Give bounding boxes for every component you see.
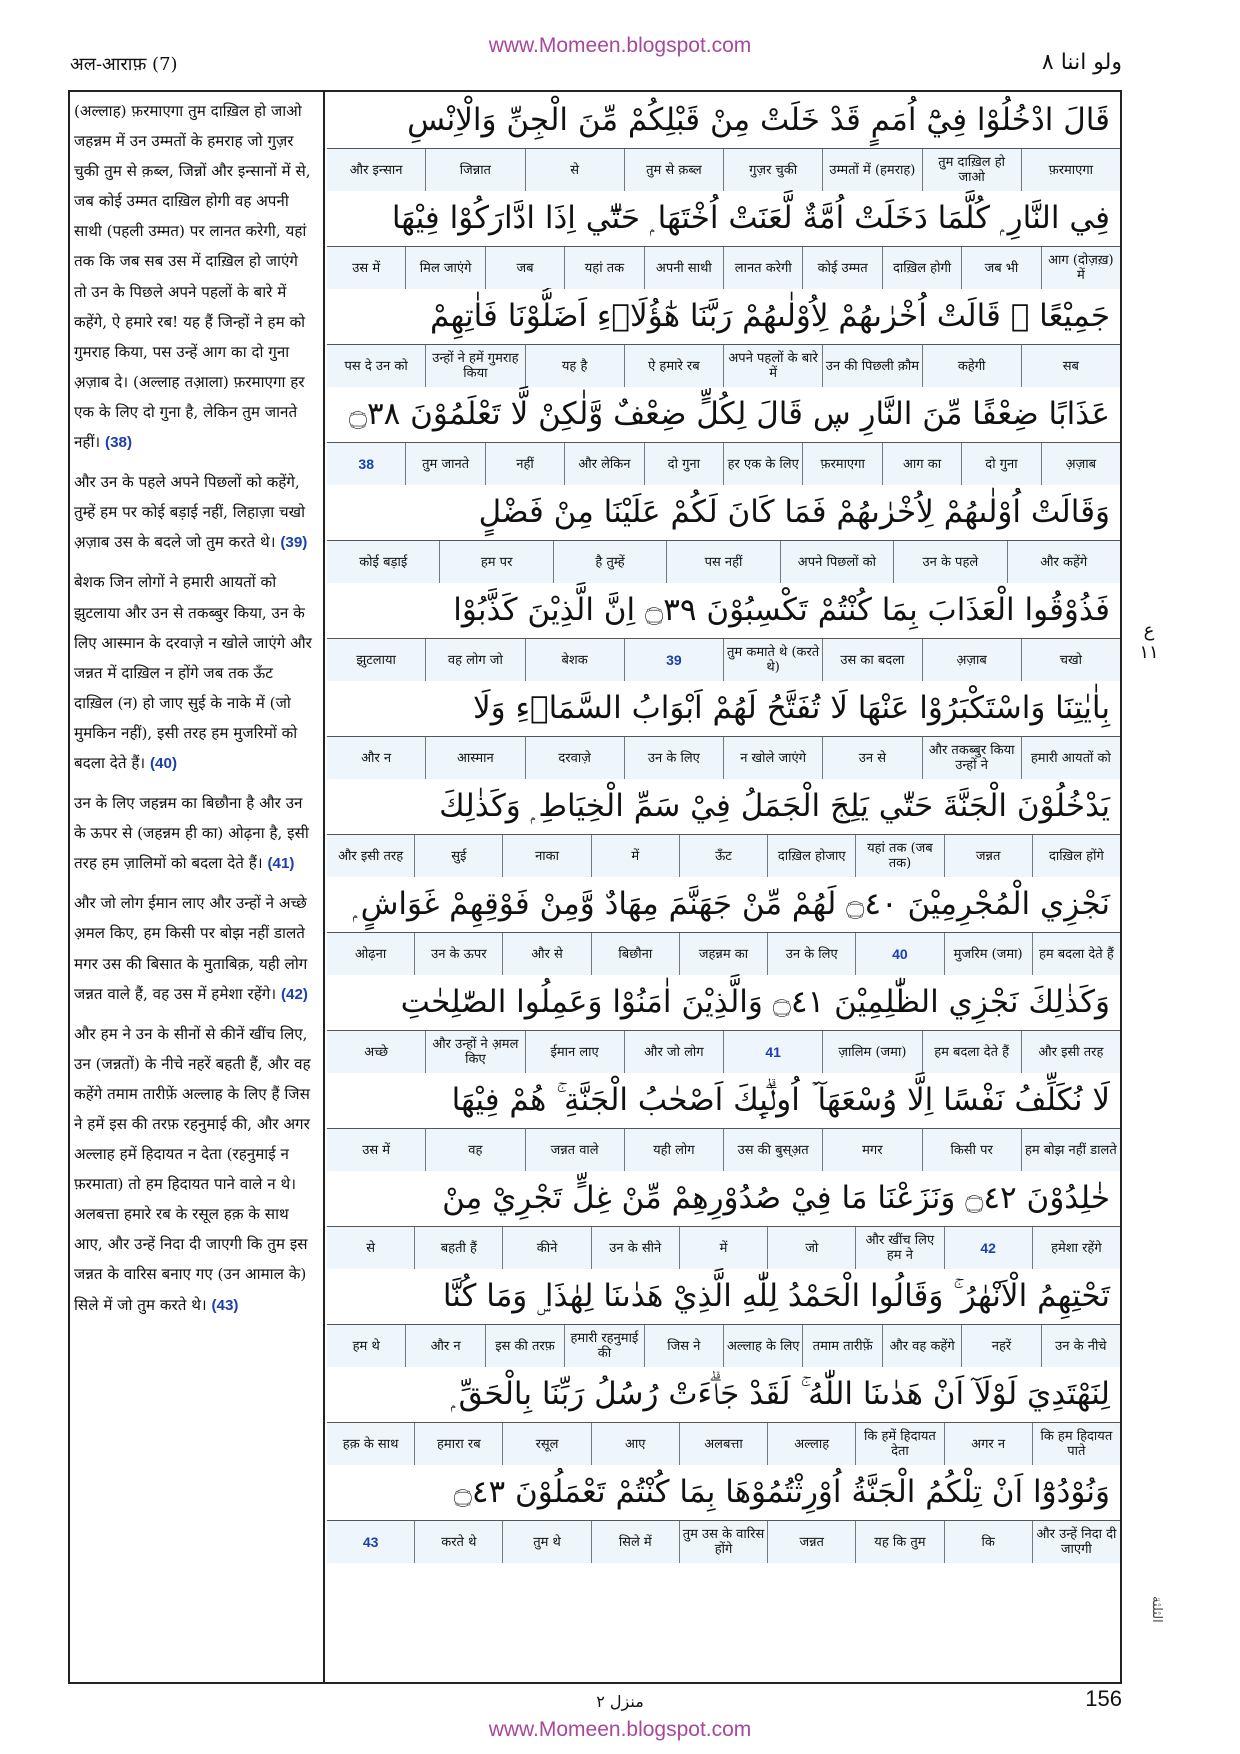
verse-row (327, 1072, 1120, 1170)
word-cell: फ़रमाएगा (1021, 149, 1120, 191)
word-cell: जब भी (961, 247, 1040, 289)
translation-text: (अल्लाह) फ़रमाएगा तुम दाख़िल हो जाओ जहन्नम में उन उम्मतों के हमराह जो गुज़र चुकी तुम से क़ब्ल, जिन्नों और इन्सानों में से, जब कोई उम्मत दाख़िल होगी वह अपनी साथी (पहली उम्मत) पर लानत करेगी, यहां तक कि जब सब उस में दाख़िल हो जाएंगे तो उन के पिछले अपने पहलों के बारे में कहेंगे, ऐ हमारे रब! यह हैं जिन्हों ने हम को गुमराह किया, पस उन्हें आग का दो गुना अ़ज़ाब दे। (अल्लाह तआ़ला) फ़रमाएगा हर एक के लिए दो गुना है, लेकिन तुम जानते नहीं। (74, 102, 311, 452)
word-cell: जब (485, 247, 564, 289)
word-cell: हम बोझ नहीं डालते (1021, 1129, 1120, 1171)
word-cell: पस नहीं (666, 541, 779, 583)
translation-paragraph (74, 567, 313, 779)
word-cell: अपने पहलों के बारे में (723, 345, 822, 387)
word-cell: यही लोग (624, 1129, 723, 1171)
word-cells (327, 540, 1120, 583)
word-cell: मिल जाएंगे (405, 247, 484, 289)
word-cell: उस का बदला (822, 639, 921, 681)
word-cell: दाख़िल होगी (882, 247, 961, 289)
word-cell: उस की बुस्अ़त (723, 1129, 822, 1171)
word-cell: वह (425, 1129, 524, 1171)
verse-number-cell: 42 (944, 1227, 1032, 1269)
ruku-number: ١١ (1139, 642, 1159, 663)
word-cell: अच्छे (327, 1031, 425, 1073)
arabic-line: تَحْتِهِمُ الْاَنْهٰرُ ۚ وَقَالُوا الْحَمْدُ لِلّٰهِ الَّذِيْ هَدٰىنَا لِھٰذَا ۣ وَمَا كُنَّا (327, 1268, 1120, 1324)
word-cell: बहती हैं (414, 1227, 502, 1269)
word-cell: तुम उस के वारिस होंगे (679, 1521, 767, 1563)
word-cell: हमारा रब (414, 1423, 502, 1465)
word-cell: और से (502, 933, 590, 975)
word-cell: दो गुना (961, 443, 1040, 485)
word-cell: बिछौना (591, 933, 679, 975)
word-cell: सुई (414, 835, 502, 877)
arabic-line: عَذَابًا ضِعْفًا مِّنَ النَّارِ ڛ قَالَ لِكُلٍّ ضِعْفٌ وَّلٰكِنْ لَّا تَعْلَمُوْنَ ۝٣٨ (327, 386, 1120, 442)
word-cells (327, 932, 1120, 975)
word-cell: यह है (525, 345, 624, 387)
word-cell: अल्लाह के लिए (723, 1325, 802, 1367)
word-cell: उन के लिए (767, 933, 855, 975)
translation-text: और उन के पहले अपने पिछलों को कहेंगे, तुम्हें हम पर कोई बड़ाई नहीं, लिहाज़ा चखो अ़ज़ाब उस के बदले जो तुम करते थे। (74, 473, 306, 552)
translation-paragraph (74, 467, 313, 558)
word-cell: और इसी तरह (327, 835, 414, 877)
verse-row (327, 1170, 1120, 1268)
word-cell: ऊँट (679, 835, 767, 877)
word-cell: मगर (822, 1129, 921, 1171)
word-cell: अपनी साथी (644, 247, 723, 289)
word-cell: यह कि तुम (855, 1521, 943, 1563)
word-cell: उन के सीने (591, 1227, 679, 1269)
word-cell: सिले में (591, 1521, 679, 1563)
word-cells (327, 1226, 1120, 1269)
page-number: 156 (1085, 1686, 1122, 1711)
verse-row (327, 974, 1120, 1072)
word-cell: जन्नत वाले (525, 1129, 624, 1171)
verse-row (327, 386, 1120, 484)
word-cell: उन से (822, 737, 921, 779)
word-cell: उस में (327, 1129, 425, 1171)
verse-number: (42) (280, 985, 308, 1003)
arabic-line: فَذُوْقُوا الْعَذَابَ بِمَا كُنْتُمْ تَكْسِبُوْنَ ۝٣٩ اِنَّ الَّذِيْنَ كَذَّبُوْا (327, 582, 1120, 638)
word-cell: और कहेंगे (1007, 541, 1120, 583)
word-cell: और उन्हें निदा दी जाएगी (1032, 1521, 1120, 1563)
verse-number-cell: 41 (723, 1031, 822, 1073)
word-cell: और उन्हों ने अ़मल किए (425, 1031, 524, 1073)
verse-number: (41) (267, 855, 295, 873)
word-cell: से (327, 1227, 414, 1269)
word-by-word-column (327, 92, 1120, 1682)
word-cell: दो गुना (644, 443, 723, 485)
word-cells (327, 148, 1120, 191)
word-cell: दाख़िल होंगे (1032, 835, 1120, 877)
verse-number-cell: 39 (624, 639, 723, 681)
word-cell: कि हम हिदायत पाते (1032, 1423, 1120, 1465)
word-cell: हमारी रहनुमाई की (564, 1325, 643, 1367)
word-cell: कि हमें हिदायत देता (855, 1423, 943, 1465)
word-cell: कहेगी (922, 345, 1021, 387)
word-cell: लानत करेगी (723, 247, 802, 289)
arabic-line: لَا نُكَلِّفُ نَفْسًا اِلَّا وُسْعَهَآ ۡ اُولٰۗىِٕكَ اَصْحٰبُ الْجَنَّةِ ۚ هُمْ فِيْهَا (327, 1072, 1120, 1128)
translation-paragraph (74, 1019, 313, 1321)
word-cell: हमारी आयतों को (1021, 737, 1120, 779)
word-cell: तुम दाख़िल हो जाओ (922, 149, 1021, 191)
verse-number-cell: 40 (855, 933, 943, 975)
verse-row (327, 484, 1120, 582)
verse-row (327, 1366, 1120, 1464)
word-cells (327, 638, 1120, 681)
word-cell: और न (327, 737, 425, 779)
word-cell: रसूल (502, 1423, 590, 1465)
manzil-label: منزل ٢ (596, 1692, 644, 1711)
word-cell: उन्हों ने हमें गुमराह किया (425, 345, 524, 387)
word-cell: जिन्नात (425, 149, 524, 191)
arabic-line: وَقَالَتْ اُوْلٰىهُمْ لِاُخْرٰىهُمْ فَمَا كَانَ لَكُمْ عَلَيْنَا مِنْ فَضْلٍ (327, 484, 1120, 540)
word-cell: जिस ने (644, 1325, 723, 1367)
word-cell: हर एक के लिए (723, 443, 802, 485)
word-cell: करते थे (414, 1521, 502, 1563)
arabic-line: وَكَذٰلِكَ نَجْزِي الظّٰلِمِيْنَ ۝٤١ وَالَّذِيْنَ اٰمَنُوْا وَعَمِلُوا الصّٰلِحٰتِ (327, 974, 1120, 1030)
word-cell: दाख़िल होजाए (767, 835, 855, 877)
juz-title: ولو اننا ٨ (1041, 50, 1122, 75)
arabic-line: يَدْخُلُوْنَ الْجَنَّةَ حَتّٰي يَلِجَ الْجَمَلُ فِيْ سَمِّ الْخِيَاطِ ۭ وَكَذٰلِكَ (327, 778, 1120, 834)
word-cell: जन्नत (767, 1521, 855, 1563)
translation-paragraph (74, 888, 313, 1009)
word-cells (327, 736, 1120, 779)
word-cell: हमेशा रहेंगे (1032, 1227, 1120, 1269)
word-cells (327, 1520, 1120, 1563)
verse-number: (40) (150, 754, 178, 772)
arabic-line: جَمِيْعًا ۙ قَالَتْ اُخْرٰىهُمْ لِاُوْلٰىهُمْ رَبَّنَا هٰٓؤُلَاۗءِ اَضَلُّوْنَا فَاٰتِهِمْ (327, 288, 1120, 344)
verse-row (327, 778, 1120, 876)
word-cell: और जो लोग (624, 1031, 723, 1073)
word-cell: नाका (502, 835, 590, 877)
word-cell: और इन्सान (327, 149, 425, 191)
arabic-line: قَالَ ادْخُلُوْا فِيْٓ اُمَمٍ قَدْ خَلَتْ مِنْ قَبْلِكُمْ مِّنَ الْجِنِّ وَالْاِنْسِ (327, 92, 1120, 148)
word-cell: कीने (502, 1227, 590, 1269)
verse-row (327, 92, 1120, 190)
word-cell: सब (1021, 345, 1120, 387)
surah-title: अल-आराफ़ (7) (70, 54, 178, 75)
word-cell: किसी पर (922, 1129, 1021, 1171)
word-cells (327, 442, 1120, 485)
translation-text: और हम ने उन के सीनों से कीनें खींच लिए, उन (जन्नतों) के नीचे नहरें बहती हैं, और वह कहेंगे तमाम तारीफ़ें अल्लाह के लिए हैं जिस ने हमें इस की तरफ़ रहनुमाई की, और अगर अल्लाह हमें हिदायत न देता (रहनुमाई न फ़रमाता) तो हम हिदायत पाने वाले न थे। अलबत्ता हमारे रब के रसूल हक़ के साथ आए, और उन्हें निदा दी जाएगी कि तुम इस जन्नत के वारिस बनाए गए (उन आमाल के) सिले में जो तुम करते थे। (74, 1024, 311, 1314)
word-cells (327, 1030, 1120, 1073)
word-cell: आग का (882, 443, 961, 485)
word-cell: हक़ के साथ (327, 1423, 414, 1465)
word-cell: और न (405, 1325, 484, 1367)
word-cell: और खींच लिए हम ने (855, 1227, 943, 1269)
arabic-line: لِنَهْتَدِيَ لَوْلَآ اَنْ هَدٰىنَا اللّٰهُ ۚ لَقَدْ جَاۗءَتْ رُسُلُ رَبِّنَا بِالْحَقِّ ۭ (327, 1366, 1120, 1422)
verse-row (327, 1268, 1120, 1366)
word-cell: बेशक (525, 639, 624, 681)
word-cell: हम बदला देते हैं (922, 1031, 1021, 1073)
arabic-line: خٰلِدُوْنَ ۝٤٢ وَنَزَعْنَا مَا فِيْ صُدُوْرِهِمْ مِّنْ غِلٍّ تَجْرِيْ مِنْ (327, 1170, 1120, 1226)
word-cell: और इसी तरह (1021, 1031, 1120, 1073)
word-cell: आस्मान (425, 737, 524, 779)
word-cell: उन के नीचे (1041, 1325, 1120, 1367)
translation-text: और जो लोग ईमान लाए और उन्हों ने अच्छे अ़मल किए, हम किसी पर बोझ नहीं डालते मगर उस की बिसात के मुताबिक़, यही लोग जन्नत वाले हैं, वह उस में हमेशा रहेंगे। (74, 894, 308, 1003)
word-cell: है तुम्हें (553, 541, 666, 583)
word-cell: मुजरिम (जमा) (944, 933, 1032, 975)
word-cell: उन के लिए (624, 737, 723, 779)
word-cell: चखो (1021, 639, 1120, 681)
word-cell: अ़ज़ाब (1041, 443, 1120, 485)
word-cells (327, 344, 1120, 387)
verse-row (327, 876, 1120, 974)
word-cells (327, 834, 1120, 877)
header-url[interactable]: www.Momeen.blogspot.com (488, 34, 752, 57)
word-cell: अपने पिछलों को (780, 541, 893, 583)
word-cell: तुम जानते (405, 443, 484, 485)
word-cell: न खोले जाएंगे (723, 737, 822, 779)
word-cell: दरवाज़े (525, 737, 624, 779)
word-cell: से (525, 149, 624, 191)
word-cell: में (591, 835, 679, 877)
arabic-line: نَجْزِي الْمُجْرِمِيْنَ ۝٤٠ لَهُمْ مِّنْ جَهَنَّمَ مِهَادٌ وَّمِنْ فَوْقِهِمْ غَوَاشٍ ۭ (327, 876, 1120, 932)
word-cell: झुटलाया (327, 639, 425, 681)
word-cells (327, 246, 1120, 289)
word-cell: पस दे उन को (327, 345, 425, 387)
verse-number: (38) (105, 434, 133, 452)
translation-paragraph (74, 788, 313, 879)
word-cell: गुज़र चुकी (723, 149, 822, 191)
word-cell: नहरें (961, 1325, 1040, 1367)
verse-number-cell: 38 (327, 443, 405, 485)
word-cell: नहीं (485, 443, 564, 485)
verse-row (327, 582, 1120, 680)
word-cell: में (679, 1227, 767, 1269)
word-cell: जन्नत (944, 835, 1032, 877)
word-cell: अ़ज़ाब (922, 639, 1021, 681)
word-cell: हम बदला देते हैं (1032, 933, 1120, 975)
word-cell: वह लोग जो (425, 639, 524, 681)
word-cell: तुम थे (502, 1521, 590, 1563)
word-cell: ऐ हमारे रब (624, 345, 723, 387)
word-cell: कोई उम्मत (802, 247, 881, 289)
verse-row (327, 288, 1120, 386)
word-cell: और वह कहेंगे (882, 1325, 961, 1367)
translation-text: उन के लिए जहन्नम का बिछौना है और उन के ऊपर से (जहन्नम ही का) ओढ़ना है, इसी तरह हम ज़ालिमों को बदला देते हैं। (74, 794, 309, 873)
translation-text: बेशक जिन लोगों ने हमारी आयतों को झुटलाया और उन से तकब्बुर किया, उन के लिए आस्मान के दरवाज़े न खोले जाएंगे और जन्नत में दाख़िल न होंगे जब तक ऊँट दाख़िल (न) हो जाए सुई के नाके में (जो मुमकिन नहीं), इसी तरह हम मुजरिमों को बदला देते हैं। (74, 573, 312, 772)
word-cell: उस में (327, 247, 405, 289)
word-cell: हम थे (327, 1325, 405, 1367)
word-cell: कोई बड़ाई (327, 541, 439, 583)
hizb-marker: الثلثة (1149, 1596, 1164, 1623)
verse-number-cell: 43 (327, 1521, 414, 1563)
word-cell: उन की पिछली क़ौम (822, 345, 921, 387)
verse-number: (43) (211, 1296, 239, 1314)
word-cells (327, 1128, 1120, 1171)
footer-url[interactable]: www.Momeen.blogspot.com (488, 1718, 752, 1741)
word-cell: उन के ऊपर (414, 933, 502, 975)
word-cells (327, 1324, 1120, 1367)
word-cell: हम पर (439, 541, 552, 583)
word-cell: अल्लाह (767, 1423, 855, 1465)
verse-row (327, 190, 1120, 288)
page-header (0, 0, 1240, 92)
word-cell: आग (दोज़ख़) में (1041, 247, 1120, 289)
word-cell: जो (767, 1227, 855, 1269)
word-cell: यहां तक (जब तक) (855, 835, 943, 877)
ruku-marker (1138, 620, 1160, 664)
word-cells (327, 1422, 1120, 1465)
word-cell: ओढ़ना (327, 933, 414, 975)
word-cell: अगर न (944, 1423, 1032, 1465)
word-cell: और लेकिन (564, 443, 643, 485)
word-cell: फ़रमाएगा (802, 443, 881, 485)
word-cell: कि (944, 1521, 1032, 1563)
word-cell: ईमान लाए (525, 1031, 624, 1073)
word-cell: और तकब्बुर किया उन्हों ने (922, 737, 1021, 779)
word-cell: ज़ालिम (जमा) (822, 1031, 921, 1073)
ruku-sign: ع (1143, 620, 1155, 641)
arabic-line: وَنُوْدُوْٓا اَنْ تِلْكُمُ الْجَنَّةُ اُوْرِثْتُمُوْهَا بِمَا كُنْتُمْ تَعْمَلُوْنَ ۝٤٣ (327, 1464, 1120, 1520)
arabic-line: فِي النَّارِ ۭ كُلَّمَا دَخَلَتْ اُمَّةٌ لَّعَنَتْ اُخْتَهَا ۭ حَتّٰٓي اِذَا ادَّارَكُوْا فِيْهَا (327, 190, 1120, 246)
word-cell: उन के पहले (893, 541, 1006, 583)
translation-paragraph (74, 96, 313, 458)
arabic-line: بِاٰيٰتِنَا وَاسْتَكْبَرُوْا عَنْهَا لَا تُفَتَّحُ لَهُمْ اَبْوَابُ السَّمَاۗءِ وَلَا (327, 680, 1120, 736)
word-cell: जहन्नम का (679, 933, 767, 975)
word-cell: उम्मतों में (हमराह) (822, 149, 921, 191)
word-cell: तुम कमाते थे (करते थे) (723, 639, 822, 681)
word-cell: इस की तरफ़ (485, 1325, 564, 1367)
word-cell: आए (591, 1423, 679, 1465)
translation-column (68, 90, 325, 1684)
word-cell: तुम से क़ब्ल (624, 149, 723, 191)
verse-row (327, 1464, 1120, 1562)
word-cell: यहां तक (564, 247, 643, 289)
verse-row (327, 680, 1120, 778)
verse-number: (39) (280, 534, 308, 552)
word-cell: अलबत्ता (679, 1423, 767, 1465)
word-cell: तमाम तारीफ़ें (802, 1325, 881, 1367)
